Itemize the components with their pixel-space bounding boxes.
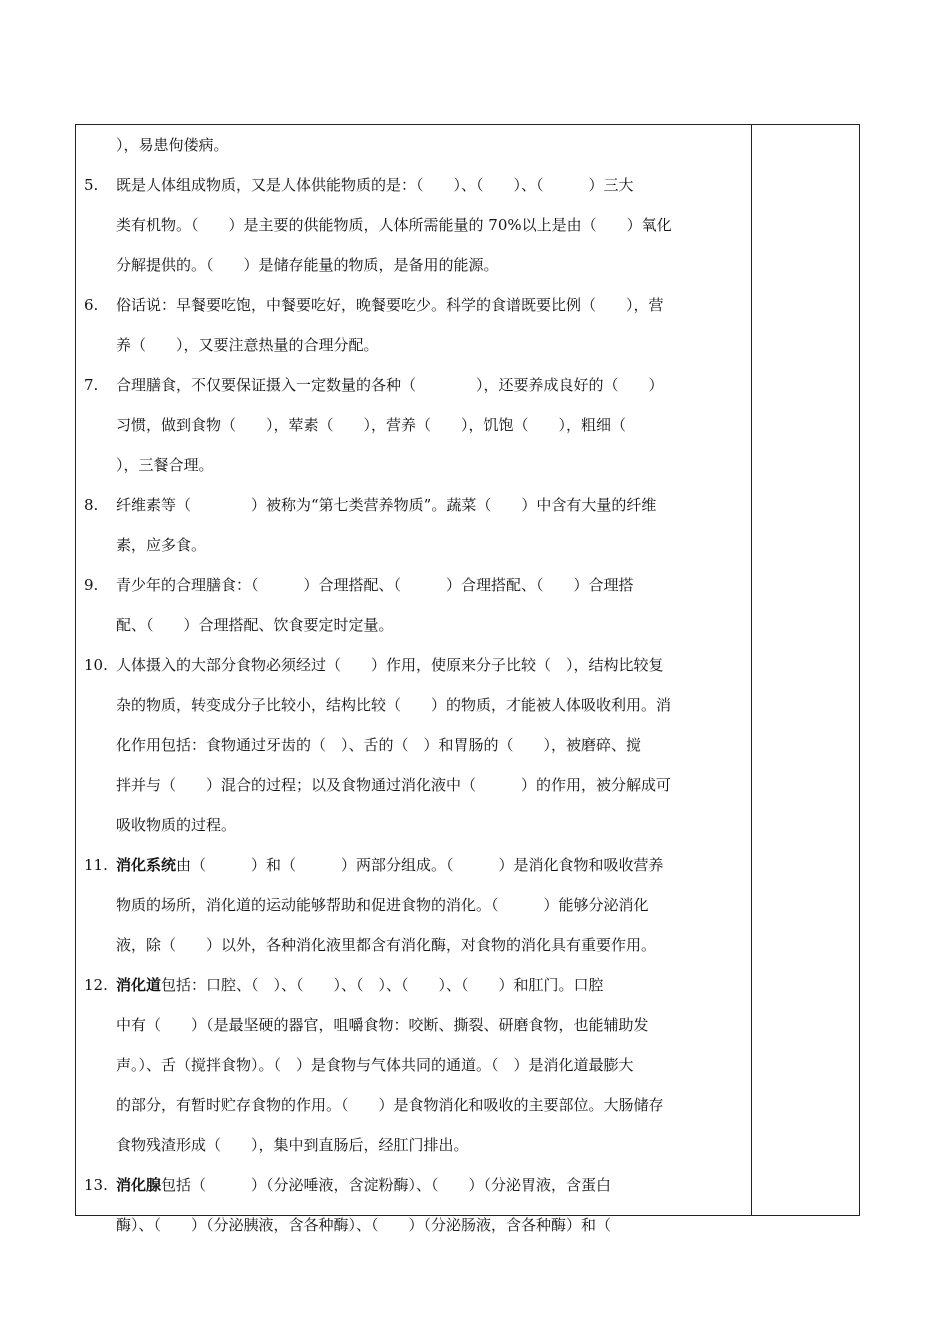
question-item bbox=[84, 165, 744, 285]
question-number: 7. bbox=[84, 376, 99, 394]
question-line: 纤维素等（ ）被称为“第七类营养物质”。蔬菜（ ）中含有大量的纤维 bbox=[116, 496, 657, 514]
question-line: 习惯，做到食物（ ），荤素（ ），营养（ ），饥饱（ ），粗细（ bbox=[116, 416, 627, 434]
question-line: 既是人体组成物质，又是人体供能物质的是：（ ）、（ ）、（ ）三大 bbox=[116, 176, 634, 194]
question-line: 消化道包括：口腔、（ ）、（ ）、（ ）、（ ）、（ ）和肛门。口腔 bbox=[116, 976, 604, 994]
question-line: 俗话说：早餐要吃饱，中餐要吃好，晚餐要吃少。科学的食谱既要比例（ ），营 bbox=[116, 296, 664, 314]
column-divider bbox=[751, 125, 752, 1215]
question-item bbox=[84, 285, 744, 365]
question-line: 配、（ ）合理搭配、饮食要定时定量。 bbox=[116, 616, 394, 634]
question-item bbox=[84, 1165, 744, 1245]
question-line: 养（ ），又要注意热量的合理分配。 bbox=[116, 336, 379, 354]
question-number: 12. bbox=[84, 976, 108, 994]
question-line: 素，应多食。 bbox=[116, 536, 207, 554]
question-number: 8. bbox=[84, 496, 99, 514]
question-number: 5. bbox=[84, 176, 99, 194]
question-line: 中有（ ）（是最坚硬的器官，咀嚼食物：咬断、撕裂、研磨食物，也能辅助发 bbox=[116, 1016, 649, 1034]
question-list bbox=[84, 125, 744, 1245]
term-heading: 消化腺 bbox=[116, 1176, 162, 1194]
question-line: 吸收物质的过程。 bbox=[116, 816, 237, 834]
question-line: 合理膳食，不仅要保证摄入一定数量的各种（ ），还要养成良好的（ ） bbox=[116, 376, 664, 394]
question-line: 青少年的合理膳食：（ ）合理搭配、（ ）合理搭配、（ ）合理搭 bbox=[116, 576, 634, 594]
question-item bbox=[84, 965, 744, 1165]
question-line: 人体摄入的大部分食物必须经过（ ）作用，使原来分子比较（ ），结构比较复 bbox=[116, 656, 664, 674]
question-line: 物质的场所，消化道的运动能够帮助和促进食物的消化。（ ）能够分泌消化 bbox=[116, 896, 649, 914]
question-line: 液，除（ ）以外，各种消化液里都含有消化酶，对食物的消化具有重要作用。 bbox=[116, 936, 657, 954]
question-item bbox=[84, 565, 744, 645]
question-item bbox=[84, 845, 744, 965]
question-line: 消化腺包括（ ）（分泌唾液，含淀粉酶）、（ ）（分泌胃液，含蛋白 bbox=[116, 1176, 612, 1194]
term-heading: 消化道 bbox=[116, 976, 162, 994]
question-number: 11. bbox=[84, 856, 108, 874]
question-number: 13. bbox=[84, 1176, 108, 1194]
question-number: 9. bbox=[84, 576, 99, 594]
term-heading: 消化系统 bbox=[116, 856, 177, 874]
question-number: 6. bbox=[84, 296, 99, 314]
question-line: 类有机物。（ ）是主要的供能物质，人体所需能量的 70%以上是由（ ）氧化 bbox=[116, 216, 672, 234]
question-line: 的部分，有暂时贮存食物的作用。（ ）是食物消化和吸收的主要部位。大肠储存 bbox=[116, 1096, 664, 1114]
question-line: 拌并与（ ）混合的过程；以及食物通过消化液中（ ）的作用，被分解成可 bbox=[116, 776, 672, 794]
question-item bbox=[84, 365, 744, 485]
continued-line: ），易患佝偻病。 bbox=[116, 136, 229, 154]
question-line: 酶）、（ ）（分泌胰液，含各种酶）、（ ）（分泌肠液，含各种酶）和（ bbox=[116, 1216, 612, 1234]
question-line: ），三餐合理。 bbox=[116, 456, 214, 474]
question-number: 10. bbox=[84, 656, 108, 674]
question-line: 食物残渣形成（ ），集中到直肠后，经肛门排出。 bbox=[116, 1136, 469, 1154]
worksheet-table bbox=[75, 124, 860, 1234]
question-line: 化作用包括：食物通过牙齿的（ ）、舌的（ ）和胃肠的（ ），被磨碎、搅 bbox=[116, 736, 642, 754]
question-line: 消化系统由（ ）和（ ）两部分组成。（ ）是消化食物和吸收营养 bbox=[116, 856, 664, 874]
question-line: 分解提供的。（ ）是储存能量的物质，是备用的能源。 bbox=[116, 256, 499, 274]
question-line: 杂的物质，转变成分子比较小，结构比较（ ）的物质，才能被人体吸收利用。消 bbox=[116, 696, 672, 714]
question-line: 声。）、舌（搅拌食物）。（ ）是食物与气体共同的通道。（ ）是消化道最膨大 bbox=[116, 1056, 634, 1074]
question-item bbox=[84, 485, 744, 565]
question-item bbox=[84, 645, 744, 845]
